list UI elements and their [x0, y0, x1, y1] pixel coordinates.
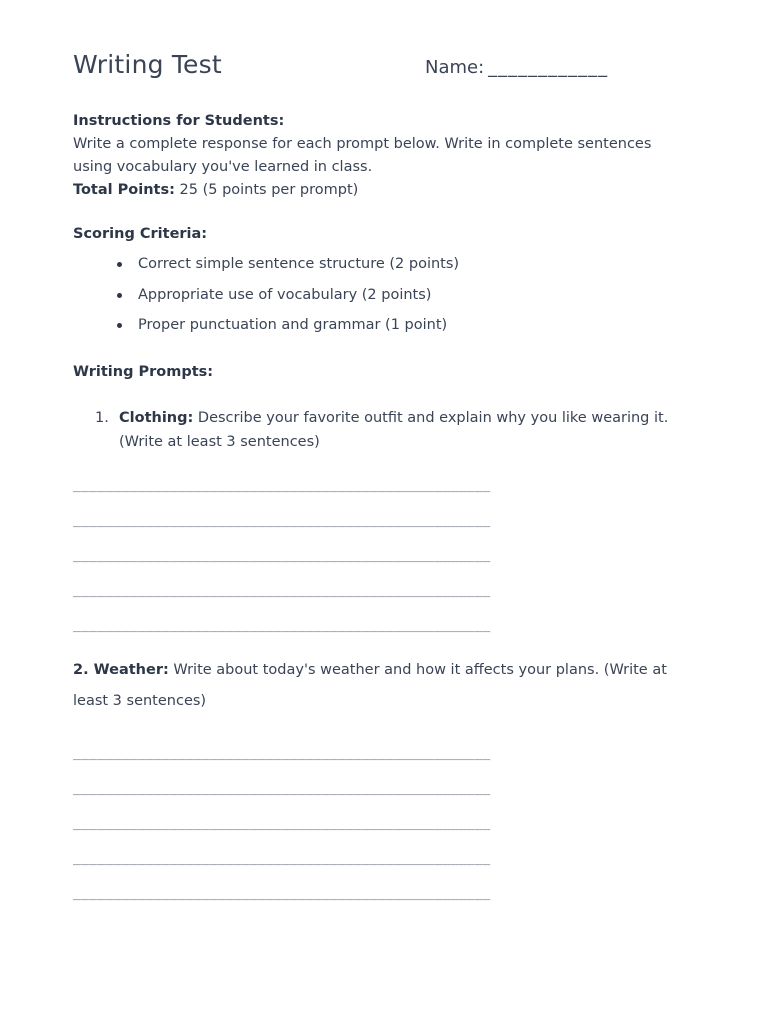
- prompt-text: [119, 407, 695, 454]
- list-item: Proper punctuation and grammar (1 point): [115, 313, 459, 344]
- prompt-body: Describe your favorite outfit and explain why you like wearing it. (Write at least 3 sentences): [119, 410, 669, 450]
- prompt-label: 2. Weather:: [73, 662, 169, 678]
- prompt-label: Clothing:: [119, 410, 194, 426]
- total-points: [73, 179, 693, 202]
- list-item: Correct simple sentence structure (2 points): [115, 252, 459, 283]
- answer-line: ____________________________________________________: [73, 478, 491, 493]
- answer-lines-weather: [73, 736, 673, 911]
- name-blank: ____________: [488, 57, 609, 78]
- answer-line: ____________________________________________________: [73, 618, 491, 633]
- answer-line: ____________________________________________________: [73, 781, 491, 796]
- scoring-heading: Scoring Criteria:: [73, 226, 208, 242]
- total-points-label: Total Points:: [73, 182, 175, 198]
- answer-lines-clothing: [73, 468, 673, 643]
- answer-line: ____________________________________________________: [73, 513, 491, 528]
- page-title: Writing Test: [73, 50, 222, 79]
- instructions-section: [73, 110, 693, 202]
- answer-line: ____________________________________________________: [73, 746, 491, 761]
- instructions-heading: Instructions for Students:: [73, 113, 285, 129]
- scoring-criteria-list: [115, 252, 459, 344]
- prompt-clothing: [95, 407, 695, 454]
- answer-line: ____________________________________________________: [73, 548, 491, 563]
- total-points-value: 25 (5 points per prompt): [174, 182, 359, 198]
- name-field: [425, 57, 608, 78]
- answer-line: ____________________________________________________: [73, 851, 491, 866]
- name-label: Name:: [425, 57, 485, 78]
- answer-line: ____________________________________________________: [73, 816, 491, 831]
- prompt-weather: [73, 655, 683, 717]
- answer-line: ____________________________________________________: [73, 583, 491, 598]
- prompts-heading: Writing Prompts:: [73, 364, 214, 380]
- prompt-body: Write about today's weather and how it affects your plans. (Write at least 3 sentences): [73, 662, 667, 709]
- prompt-number: 1.: [95, 410, 109, 426]
- list-item: Appropriate use of vocabulary (2 points): [115, 283, 459, 314]
- instructions-body: Write a complete response for each prompt below. Write in complete sentences using vocabulary you've learned in class.: [73, 136, 652, 175]
- answer-line: ____________________________________________________: [73, 886, 491, 901]
